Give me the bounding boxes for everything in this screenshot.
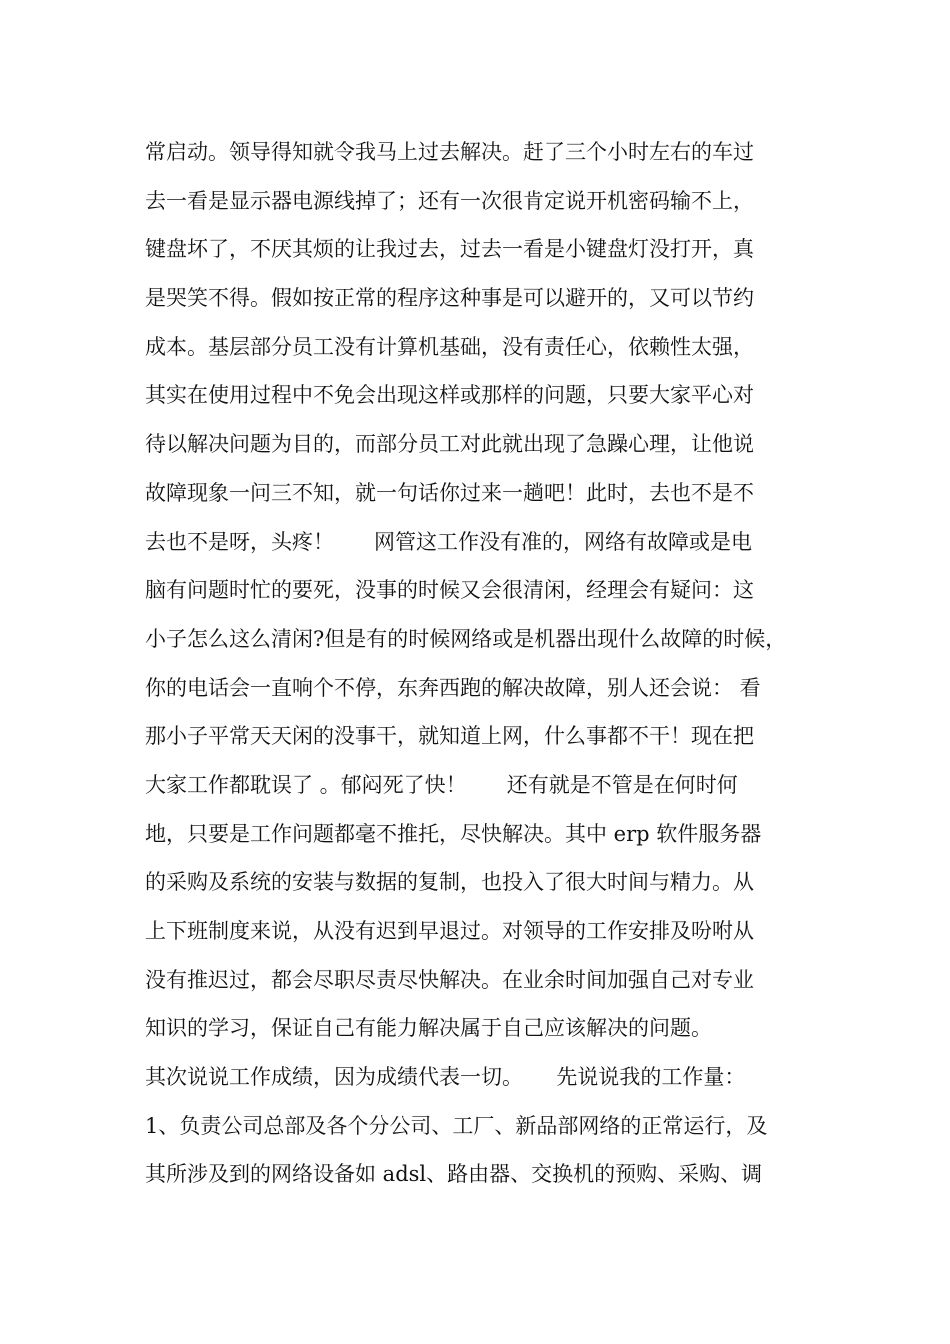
text-line: 常启动。领导得知就令我马上过去解决。赶了三个小时左右的车过	[145, 140, 754, 164]
text-line: 小子怎么这么清闲?但是有的时候网络或是机器出现什么故障的时候，	[145, 626, 787, 651]
text-line: 地，只要是工作问题都毫不推托，尽快解决。其中 erp 软件服务器	[145, 821, 762, 846]
text-line: 去也不是呀，头疼！ 网管这工作没有准的，网络有故障或是电	[145, 529, 753, 554]
text-line: 待以解决问题为目的，而部分员工对此就出现了急躁心理，让他说	[145, 432, 754, 457]
text-line: 故障现象一问三不知，就一句话你过来一趟吧！此时，去也不是不	[145, 480, 754, 505]
text-line: 键盘坏了，不厌其烦的让我过去，过去一看是小键盘灯没打开，真	[145, 237, 754, 262]
text-line: 知识的学习，保证自己有能力解决属于自己应该解决的问题。	[145, 1016, 712, 1041]
text-line: 的采购及系统的安装与数据的复制，也投入了很大时间与精力。从	[145, 870, 754, 895]
text-line: 成本。基层部分员工没有计算机基础，没有责任心，依赖性太强，	[145, 334, 754, 359]
text-line: 其次说说工作成绩，因为成绩代表一切。 先说说我的工作量：	[145, 1065, 746, 1090]
text-line: 其实在使用过程中不免会出现这样或那样的问题，只要大家平心对	[145, 383, 754, 408]
text-line: 其所涉及到的网络设备如 adsl、路由器、交换机的预购、采购、调	[145, 1162, 763, 1187]
text-line: 上下班制度来说，从没有迟到早退过。对领导的工作安排及吩咐从	[145, 919, 754, 943]
text-line: 大家工作都耽误了 。郁闷死了快！ 还有就是不管是在何时何	[145, 772, 738, 797]
text-line: 那小子平常天天闲的没事干，就知道上网，什么事都不干！现在把	[145, 724, 754, 749]
text-line: 脑有问题时忙的要死，没事的时候又会很清闲，经理会有疑问：这	[145, 578, 754, 603]
body-text	[145, 128, 825, 1199]
text-line: 1、负责公司总部及各个分公司、工厂、新品部网络的正常运行，及	[145, 1113, 768, 1138]
text-line: 你的电话会一直响个不停，东奔西跑的解决故障，别人还会说： 看	[145, 675, 761, 700]
text-line: 去一看是显示器电源线掉了；还有一次很肯定说开机密码输不上，	[145, 188, 754, 213]
text-line: 是哭笑不得。假如按正常的程序这种事是可以避开的，又可以节约	[145, 286, 754, 311]
text-line: 没有推迟过，都会尽职尽责尽快解决。在业余时间加强自己对专业	[145, 967, 754, 992]
